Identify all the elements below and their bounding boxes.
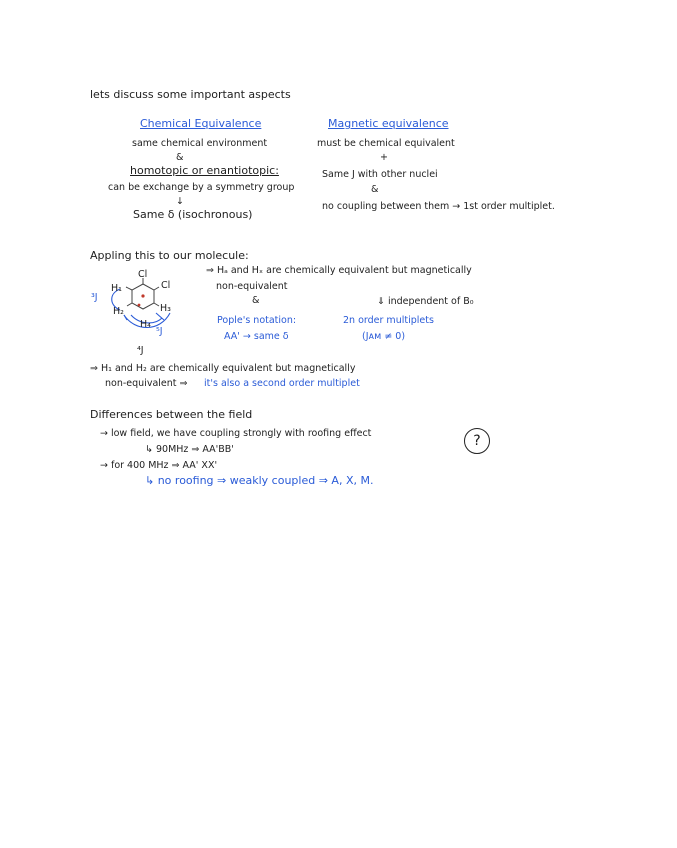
chem-arrow: ↓ [176, 196, 184, 207]
field-line-3: → for 400 MHz ⇒ AA' XX' [100, 460, 218, 471]
field-title: Differences between the field [90, 408, 253, 421]
h2-label: H₂ [113, 306, 124, 317]
ring-dot [138, 304, 141, 307]
apply-point-2b: non-equivalent ⇒ [105, 378, 188, 389]
question-circle [464, 428, 490, 454]
mag-line-2: Same J with other nuclei [322, 169, 438, 180]
cl-label-1: Cl [138, 269, 148, 280]
j-value: (Jᴀᴍ ≠ 0) [362, 331, 406, 342]
chem-amp: & [176, 152, 184, 163]
j4-label: ⁴J [137, 345, 144, 356]
mag-line-3: no coupling between them → 1st order multiplet. [322, 201, 555, 212]
field-line-2: ↳ 90MHz ⇒ AA'BB' [145, 444, 234, 455]
chem-line-2: homotopic or enantiotopic: [130, 164, 279, 177]
mag-line-1: must be chemical equivalent [317, 138, 455, 149]
chem-line-1: same chemical environment [132, 138, 268, 149]
ring-center-dot [141, 294, 144, 297]
pople-notation: Pople's notation: [217, 315, 297, 326]
j5-label: ⁵J [156, 326, 163, 337]
second-order-multiplets: 2n order multiplets [343, 315, 434, 326]
apply-point-1a: ⇒ Hₐ and Hₓ are chemically equivalent but magnetically [206, 265, 472, 276]
apply-amp: & [252, 295, 260, 306]
apply-point-2c: it's also a second order multiplet [204, 378, 360, 389]
h3-label: H₃ [160, 303, 171, 314]
chem-line-3: can be exchange by a symmetry group [108, 182, 295, 193]
benzene-ring [126, 278, 159, 309]
mag-amp: & [371, 184, 379, 195]
apply-independent: ⇓ independent of B₀ [377, 296, 474, 307]
mag-plus: + [380, 152, 388, 163]
chem-line-4: Same δ (isochronous) [133, 208, 253, 221]
h4-label: H₄ [140, 319, 151, 330]
h1-label: H₁ [111, 283, 122, 294]
chem-equivalence-heading: Chemical Equivalence [140, 117, 262, 130]
intro-line: lets discuss some important aspects [90, 88, 291, 101]
question-mark: ? [473, 433, 481, 449]
apply-title: Appling this to our molecule: [90, 249, 249, 262]
cl-label-2: Cl [161, 280, 171, 291]
j3-label: ³J [91, 292, 98, 303]
field-line-4: ↳ no roofing ⇒ weakly coupled ⇒ A, X, M. [145, 474, 374, 487]
field-line-1: → low field, we have coupling strongly with roofing effect [100, 428, 372, 439]
apply-point-2a: ⇒ H₁ and H₂ are chemically equivalent but magnetically [90, 363, 356, 374]
apply-point-1b: non-equivalent [216, 281, 288, 292]
pople-value: AA' → same δ [224, 331, 289, 342]
mag-equivalence-heading: Magnetic equivalence [328, 117, 449, 130]
